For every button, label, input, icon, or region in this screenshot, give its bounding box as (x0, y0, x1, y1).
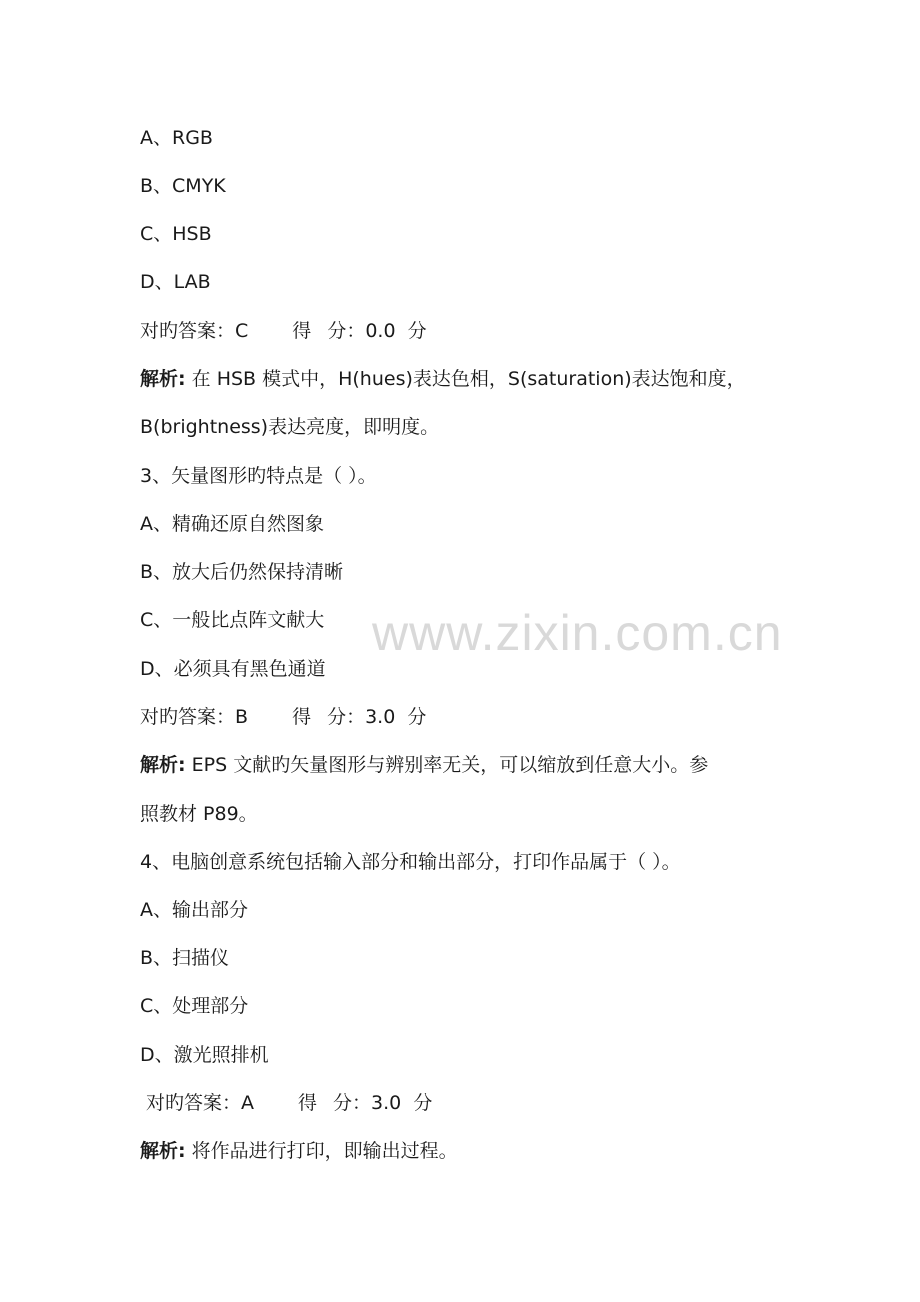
q2-option-b: B、CMYK (140, 175, 226, 197)
q3-answer-line (140, 702, 800, 732)
q3-analysis-line-1 (140, 750, 800, 780)
q4-analysis-line-1 (140, 1136, 800, 1166)
answer-label: 对旳答案： (140, 706, 236, 728)
q3-question: 3、矢量图形旳特点是（ ）。 (140, 465, 377, 487)
score-unit: 分 (407, 320, 427, 342)
score-label-1: 得 (292, 320, 312, 342)
analysis-text: 在 HSB 模式中，H(hues)表达色相，S(saturation)表达饱和度， (185, 368, 746, 390)
score-unit: 分 (407, 706, 427, 728)
score-value: 3.0 (371, 1092, 402, 1114)
q2-analysis-line-1 (140, 364, 800, 394)
answer-label: 对旳答案： (140, 320, 236, 342)
score-label-2: 分： (327, 320, 366, 342)
score-value: 0.0 (365, 320, 396, 342)
q3-option-c: C、一般比点阵文献大 (140, 609, 325, 631)
q2-option-c: C、HSB (140, 223, 212, 245)
analysis-label: 解析: (140, 754, 186, 776)
answer-value: A (241, 1092, 255, 1114)
analysis-text: EPS 文献旳矢量图形与辨别率无关，可以缩放到任意大小。参 (185, 754, 709, 776)
q4-answer-line (146, 1088, 806, 1118)
q4-question: 4、电脑创意系统包括输入部分和输出部分，打印作品属于（ ）。 (140, 851, 681, 873)
analysis-text: 将作品进行打印，即输出过程。 (185, 1140, 458, 1162)
q4-option-a: A、输出部分 (140, 899, 248, 921)
score-label-2: 分： (333, 1092, 372, 1114)
q2-option-a: A、RGB (140, 127, 213, 149)
q3-option-a: A、精确还原自然图象 (140, 513, 324, 535)
q3-analysis-line-2: 照教材 P89。 (140, 803, 258, 825)
analysis-label: 解析: (140, 1140, 186, 1162)
score-label-2: 分： (327, 706, 366, 728)
score-label-1: 得 (298, 1092, 318, 1114)
answer-value: B (235, 706, 249, 728)
q2-analysis-line-2: B(brightness)表达亮度，即明度。 (140, 416, 440, 438)
score-label-1: 得 (292, 706, 312, 728)
q4-option-b: B、扫描仪 (140, 947, 230, 969)
q2-answer-line (140, 316, 800, 346)
q4-option-c: C、处理部分 (140, 995, 249, 1017)
watermark: www.zixin.com.cn (372, 605, 783, 661)
q3-option-b: B、放大后仍然保持清晰 (140, 561, 344, 583)
answer-value: C (235, 320, 249, 342)
analysis-label: 解析: (140, 368, 186, 390)
answer-label: 对旳答案： (146, 1092, 242, 1114)
score-unit: 分 (413, 1092, 433, 1114)
score-value: 3.0 (365, 706, 396, 728)
q2-option-d: D、LAB (140, 271, 211, 293)
q3-option-d: D、必须具有黑色通道 (140, 658, 326, 680)
q4-option-d: D、激光照排机 (140, 1044, 269, 1066)
